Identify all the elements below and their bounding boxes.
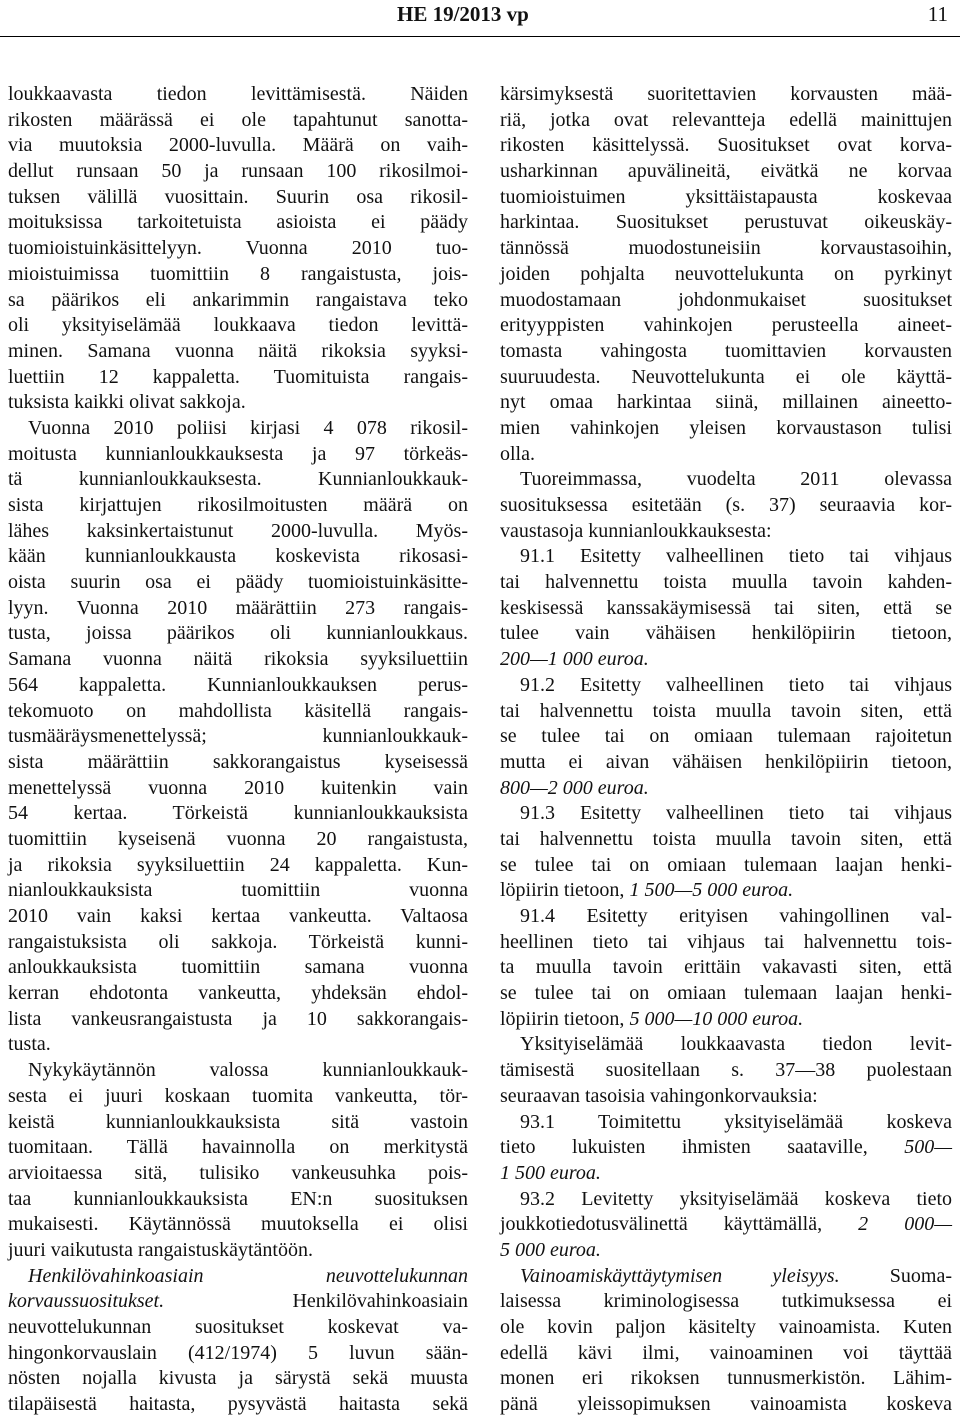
text-line [500, 1212, 952, 1238]
text-line [8, 570, 468, 596]
line-text: mien vahinkojen yleisen korvaustason tulisi [500, 416, 952, 439]
line-text: ja rikoksia syyksiluettiin 24 kappaletta. Kun- [8, 853, 468, 876]
line-text: tai halvennettu toista muulla tavoin siten, että [500, 827, 952, 850]
text-line [8, 108, 468, 134]
line-text: suuruudesta. Neuvottelukunta ei ole käyttä- [500, 365, 952, 388]
line-text: ta muulla tavoin erittäin vakavasti siten, että [500, 956, 952, 979]
line-text: 91.2 Esitetty valheellinen tieto tai vihjaus [520, 673, 952, 696]
line-text: loukkaavasta tiedon levittämisestä. Näiden [8, 83, 468, 105]
text-line [8, 339, 468, 365]
line-text: sesta ei juuri koskaan tuomita vankeutta, tör- [8, 1084, 468, 1107]
text-line [500, 1289, 952, 1315]
text-line [8, 519, 468, 545]
line-text: 91.4 Esitetty erityisen vahingollinen val- [520, 905, 952, 927]
line-text: monen eri rikoksen tunnusmerkistön. Lähim- [500, 1367, 952, 1390]
line-text: tuomitaan. Tällä havainnolla on merkitystä [8, 1136, 468, 1159]
line-text: tai halvennettu toista muulla tavoin siten, että [500, 699, 952, 722]
line-text: 93.1 Toimitettu yksityiselämää koskeva [520, 1110, 952, 1133]
text-line [500, 1392, 952, 1418]
text-line [500, 596, 952, 622]
line-text: minen. Samana vuonna näitä rikoksia syyksi- [8, 339, 468, 362]
line-text: tilapäisestä haitasta, pysyvästä haitasta sekä [8, 1393, 468, 1416]
italic-amount: 1 500—5 000 euroa. [629, 879, 794, 902]
text-line [500, 82, 952, 108]
line-text: olla. [500, 442, 535, 465]
italic-heading: Vainoamiskäyttäytymisen yleisyys. [520, 1264, 840, 1287]
text-line [8, 827, 468, 853]
text-line [8, 442, 468, 468]
line-text: keistä kunnianloukkauksista sitä vastoin [8, 1110, 468, 1133]
text-line [500, 1007, 952, 1033]
text-line [500, 621, 952, 647]
line-text: rikosten määrässä ei ole tapahtunut sanotta- [8, 108, 468, 131]
left-text-column [8, 82, 468, 1418]
line-text: tekomuoto on mahdollista käsitellä rangais- [8, 699, 468, 722]
text-line [500, 1161, 952, 1187]
line-text: tännössä muodostuneisiin korvaustasoihin, [500, 237, 952, 260]
text-line [500, 339, 952, 365]
line-text: 1 500 euroa. [500, 1161, 601, 1184]
line-text: Nykykäytännön valossa kunnianloukkauk- [28, 1059, 468, 1082]
text-line [8, 133, 468, 159]
text-line [500, 1084, 952, 1110]
page-number: 11 [927, 2, 948, 26]
line-text: oista suurin osa ei päädy tuomioistuinkäsitte- [8, 571, 468, 594]
line-text: löpiirin tietoon, [500, 879, 630, 902]
text-line [500, 853, 952, 879]
page-header [0, 0, 960, 40]
line-text: löpiirin tietoon, [500, 1007, 630, 1030]
text-line [500, 776, 952, 802]
text-line [8, 1110, 468, 1136]
line-text: tusmääräysmenettelyssä; kunnianloukkauk- [8, 725, 468, 748]
line-text: laisessa kriminologisessa tutkimuksessa ei [500, 1290, 952, 1313]
text-line [8, 365, 468, 391]
line-text: edellä kävi ilmi, vainoaminen voi täyttää [500, 1341, 952, 1364]
italic-amount: 5 000—10 000 euroa. [629, 1007, 804, 1030]
text-line [500, 133, 952, 159]
text-line [8, 1058, 468, 1084]
line-text: joiden pohjalta neuvottelukunta on pyrkinyt [500, 262, 952, 285]
text-line [500, 1238, 952, 1264]
line-text: pänä yleissopimuksen vainoamista koskeva [500, 1393, 952, 1416]
text-line [8, 724, 468, 750]
text-line [8, 1238, 468, 1264]
line-text: kerran ehdotonta vankeutta, yhdeksän ehdol- [8, 982, 468, 1005]
text-line [8, 288, 468, 314]
line-text: keskisessä kanssakäymisessä tai siten, että se [500, 596, 952, 619]
text-line [500, 878, 952, 904]
text-line [8, 930, 468, 956]
text-line [500, 1032, 952, 1058]
text-line [8, 82, 468, 108]
line-text: kärsimyksestä suoritettavien korvausten mää- [500, 83, 952, 105]
right-text-column [500, 82, 952, 1418]
text-line [500, 493, 952, 519]
line-text: moituksissa tarkoitetuista asioista ei päädy [8, 211, 468, 234]
text-line [500, 442, 952, 468]
line-text: sista määrättiin sakkorangaistus kyseisessä [8, 750, 468, 773]
line-text: rangaistuksista oli sakkoja. Törkeistä kunni- [8, 930, 468, 953]
line-text: taa kunnianloukkauksista EN:n suosituksen [8, 1187, 468, 1210]
line-text: usharkinnan apuvälineitä, eivätkä ne korvaa [500, 160, 952, 183]
line-text: tusta. [8, 1033, 51, 1056]
line-text: Yksityiselämää loukkaavasta tiedon levit- [520, 1033, 952, 1056]
line-text: 91.1 Esitetty valheellinen tieto tai vihjaus [520, 545, 952, 568]
line-text: se tulee tai on omiaan tulemaan rajoitetun [500, 725, 952, 748]
text-line [8, 159, 468, 185]
text-line [8, 904, 468, 930]
text-line [8, 1392, 468, 1418]
line-text: harkintaa. Suositukset perustuvat oikeuskäy- [500, 211, 952, 234]
text-line [500, 108, 952, 134]
text-line [8, 1315, 468, 1341]
line-text: se tulee tai on omiaan tulemaan laajan henki- [500, 853, 952, 876]
text-line [500, 416, 952, 442]
line-text: tuksista kaikki olivat sakkoja. [8, 391, 246, 414]
text-line [8, 621, 468, 647]
line-text: juuri vaikutusta rangaistuskäytäntöön. [8, 1238, 313, 1261]
text-line [8, 1366, 468, 1392]
line-text: tämisestä suositellaan s. 37—38 puolestaan [500, 1059, 952, 1082]
line-text: lähes kaksinkertaistunut 2000-luvulla. Myös- [8, 519, 468, 542]
text-line [8, 647, 468, 673]
text-line [8, 493, 468, 519]
line-text: sa päärikos eli ankarimmin rangaistava teko [8, 288, 468, 311]
line-text: lyyn. Vuonna 2010 määrättiin 273 rangais- [8, 596, 468, 619]
line-text: heellinen tieto tai vihjaus tai halvennettu tois- [500, 930, 952, 953]
line-text: via muutoksia 2000-luvulla. Määrä on vaih- [8, 134, 468, 157]
italic-amount: 500— [904, 1136, 952, 1159]
line-text: Samana vuonna näitä rikoksia syyksiluettiin [8, 648, 468, 671]
text-line [8, 878, 468, 904]
text-line [500, 1187, 952, 1213]
text-line [500, 955, 952, 981]
text-line [8, 1264, 468, 1290]
line-text: luettiin 12 kappaletta. Tuomituista rangais- [8, 365, 468, 388]
text-line [8, 776, 468, 802]
line-text: 200—1 000 euroa. [500, 648, 649, 671]
text-line [8, 853, 468, 879]
italic-heading: korvaussuositukset. [8, 1290, 165, 1313]
text-line [500, 1058, 952, 1084]
text-line [8, 1084, 468, 1110]
text-line [500, 365, 952, 391]
line-text: hingonkorvauslain (412/1974) 5 luvun sään- [8, 1341, 468, 1364]
line-text: mutta ei aivan vähäisen henkilöpiirin tietoon, [500, 750, 952, 773]
line-text: Henkilövahinkoasiain [164, 1290, 468, 1313]
text-line [8, 1161, 468, 1187]
text-line [8, 467, 468, 493]
line-text: tusta, joissa päärikos oli kunnianloukkaus. [8, 622, 468, 645]
line-text: 54 kertaa. Törkeistä kunnianloukkauksista [8, 802, 468, 825]
text-line [8, 1212, 468, 1238]
line-text: ole kovin paljon käsitelty vainoamista. Kuten [500, 1316, 952, 1338]
line-text: neuvottelukunnan suositukset koskevat va- [8, 1316, 468, 1338]
text-line [8, 1187, 468, 1213]
line-text: joukkotiedotusvälinettä käyttämällä, [500, 1213, 859, 1236]
text-line [500, 673, 952, 699]
text-line [500, 1315, 952, 1341]
text-line [8, 390, 468, 416]
text-line [8, 750, 468, 776]
text-line [500, 1366, 952, 1392]
text-line [500, 647, 952, 673]
text-line [8, 1135, 468, 1161]
text-line [500, 750, 952, 776]
line-text: erityyppisten vahinkojen perusteella aineet- [500, 314, 952, 337]
text-line [8, 1289, 468, 1315]
line-text: nianloukkauksista tuomittiin vuonna [8, 879, 468, 902]
text-line [8, 981, 468, 1007]
line-text: riä, jotka ovat relevantteja edellä mainittujen [500, 108, 952, 131]
line-text: sista kirjattujen rikosilmoitusten määrä on [8, 494, 468, 516]
text-line [8, 1032, 468, 1058]
line-text: muodostamaan johdonmukaiset suositukset [500, 288, 952, 311]
line-text: menettelyssä vuonna 2010 kuitenkin vain [8, 776, 468, 799]
text-line [500, 519, 952, 545]
line-text: nösten nojalla kivusta ja särystä sekä muusta [8, 1367, 468, 1390]
line-text: mukaisesti. Käytännössä muutoksella ei olisi [8, 1213, 468, 1236]
line-text: tieto lukuisten ihmisten saataville, [500, 1136, 905, 1159]
line-text: se tulee tai on omiaan tulemaan laajan henki- [500, 982, 952, 1005]
line-text: tuomittiin kyseisenä vuonna 20 rangaistusta, [8, 827, 468, 850]
line-text: mioistuimissa tuomittiin 8 rangaistusta, jois- [8, 262, 468, 285]
line-text: 93.2 Levitetty yksityiselämää koskeva tieto [520, 1187, 952, 1210]
header-divider [0, 36, 960, 37]
line-text: moitusta kunnianloukkauksesta ja 97 törkeäs- [8, 442, 468, 465]
line-text: Henkilövahinkoasiain neuvottelukunnan [28, 1264, 468, 1287]
text-line [500, 930, 952, 956]
text-line [8, 1007, 468, 1033]
text-line [500, 1341, 952, 1367]
line-text: 564 kappaletta. Kunnianloukkauksen perus- [8, 673, 468, 696]
text-line [500, 827, 952, 853]
text-line [8, 544, 468, 570]
line-text: anloukkauksista tuomittiin samana vuonna [8, 956, 468, 979]
text-line [500, 159, 952, 185]
line-text: 2010 vain kaksi kertaa vankeutta. Valtaosa [8, 905, 468, 927]
line-text: tulee vain vähäisen henkilöpiirin tietoon, [500, 622, 952, 645]
text-line [500, 1264, 952, 1290]
text-line [500, 1110, 952, 1136]
text-line [8, 699, 468, 725]
text-line [8, 1341, 468, 1367]
text-line [500, 904, 952, 930]
line-text: arvioitaessa sitä, tulisiko vankeusuhka pois- [8, 1161, 468, 1184]
line-text: oli yksityiselämää loukkaava tiedon levittä- [8, 314, 468, 337]
text-line [500, 390, 952, 416]
text-line [500, 210, 952, 236]
italic-amount: 2 000— [858, 1213, 952, 1236]
text-line [500, 262, 952, 288]
line-text: tai halvennettu toista muulla tavoin kahden- [500, 571, 952, 594]
line-text: dellut runsaan 50 ja runsaan 100 rikosilmoi- [8, 160, 468, 183]
line-text: nyt omaa harkintaa siinä, millainen aineetto- [500, 391, 952, 414]
text-line [8, 313, 468, 339]
text-line [500, 467, 952, 493]
line-text: tomasta vahingosta tuomittavien korvausten [500, 339, 952, 362]
line-text: Vuonna 2010 poliisi kirjasi 4 078 rikosil- [28, 416, 468, 439]
text-line [500, 288, 952, 314]
text-line [8, 185, 468, 211]
text-line [500, 544, 952, 570]
text-line [500, 185, 952, 211]
line-text: 91.3 Esitetty valheellinen tieto tai vihjaus [520, 802, 952, 825]
line-text: suosituksessa esitetään (s. 37) seuraavia kor- [500, 494, 952, 516]
line-text: Suoma- [839, 1264, 952, 1287]
text-line [8, 596, 468, 622]
line-text: tuomioistuinkäsittelyyn. Vuonna 2010 tuo- [8, 237, 468, 260]
text-line [8, 262, 468, 288]
text-line [500, 801, 952, 827]
text-line [500, 313, 952, 339]
text-line [8, 210, 468, 236]
line-text: rikosten käsittelyssä. Suositukset ovat korva- [500, 134, 952, 157]
line-text: 5 000 euroa. [500, 1238, 601, 1261]
text-line [8, 955, 468, 981]
text-line [8, 673, 468, 699]
line-text: kään kunnianloukkausta koskevista rikosasi- [8, 545, 468, 568]
text-line [500, 724, 952, 750]
text-line [500, 981, 952, 1007]
line-text: vaustasoja kunnianloukkauksesta: [500, 519, 772, 542]
text-line [500, 570, 952, 596]
text-line [500, 236, 952, 262]
text-line [8, 801, 468, 827]
text-line [500, 1135, 952, 1161]
line-text: seuraavan tasoisia vahingonkorvauksia: [500, 1084, 818, 1107]
text-line [500, 699, 952, 725]
document-id: HE 19/2013 vp [397, 2, 529, 26]
line-text: tuomioistuimen yksittäistapausta koskevaa [500, 185, 952, 208]
line-text: 800—2 000 euroa. [500, 776, 649, 799]
line-text: lista vankeusrangaistusta ja 10 sakkorangais- [8, 1007, 468, 1030]
line-text: Tuoreimmassa, vuodelta 2011 olevassa [520, 468, 952, 491]
line-text: tä kunnianloukkauksesta. Kunnianloukkauk- [8, 468, 468, 491]
line-text: tuksen välillä vuosittain. Suurin osa rikosil- [8, 185, 468, 208]
text-line [8, 416, 468, 442]
text-line [8, 236, 468, 262]
